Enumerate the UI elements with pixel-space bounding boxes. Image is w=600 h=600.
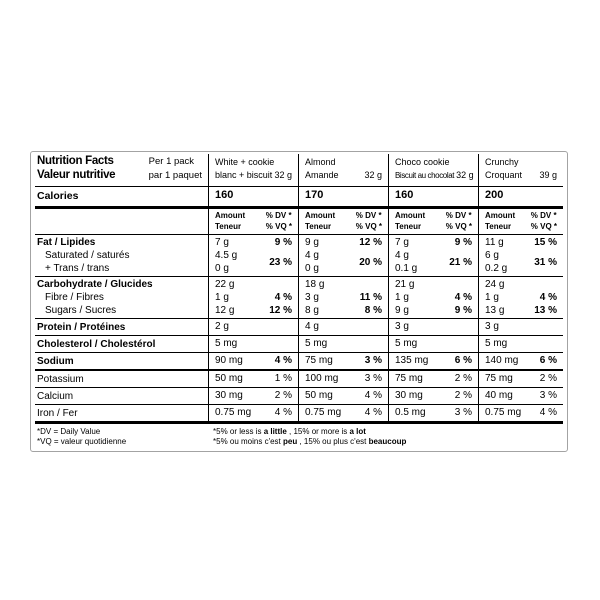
panel-title — [37, 155, 115, 182]
amount-value: 50 mg — [215, 373, 243, 384]
dv-percent: 2 % — [454, 373, 472, 384]
product-name-fr: blanc + biscuit — [215, 170, 273, 180]
amount-value: 0.1 g — [395, 263, 418, 274]
nutrient-value-cell — [388, 319, 478, 335]
nutrient-label: Iron / Fer — [37, 408, 78, 419]
dv-percent: 9 % — [454, 305, 472, 316]
amount-value: 1 g — [215, 292, 229, 303]
dv-percent — [409, 321, 472, 335]
footnote-bold: a lot — [349, 427, 366, 436]
footnote-text: *5% or less is — [213, 427, 264, 436]
dv-percent — [229, 321, 292, 335]
nutrient-label: Fibre / Fibres — [45, 292, 104, 303]
amount-value: 5 mg — [485, 338, 508, 349]
product-name-en: Crunchy — [485, 157, 519, 167]
amount-dv-header — [388, 209, 478, 234]
dv-percent: 4 % — [274, 355, 292, 366]
product-name-fr-line — [215, 169, 292, 182]
dv-header-label — [446, 211, 472, 234]
dv-header-label — [266, 211, 292, 234]
nutrient-label: Carbohydrate / Glucides — [37, 279, 153, 290]
amount-value: 0.5 mg — [395, 407, 426, 418]
footnote-bold: peu — [283, 437, 298, 446]
product-weight: 32 g — [364, 170, 382, 180]
amount-value: 0 g — [305, 263, 319, 274]
serving-size-fr: par 1 paquet — [148, 169, 202, 181]
nutrient-value-cell — [388, 236, 478, 276]
dv-percent — [237, 338, 292, 352]
dv-percent-values — [237, 236, 292, 276]
dv-header-en: % DV * — [445, 211, 472, 220]
serving-size — [149, 155, 202, 182]
dv-percent: 13 % — [534, 305, 557, 316]
amount-value: 3 g — [485, 321, 499, 332]
calories-label: Calories — [37, 190, 79, 202]
nutrient-row — [35, 371, 563, 387]
nutrient-label-cell — [35, 336, 208, 352]
dv-percent-values — [414, 278, 472, 318]
footnote-text: *5% ou moins c'est — [213, 437, 284, 446]
amount-value: 4.5 g — [215, 250, 238, 261]
amount-value: 50 mg — [305, 390, 333, 401]
footnote-text: , 15% ou plus c'est — [297, 437, 369, 446]
amount-value: 2 g — [215, 321, 229, 332]
amount-header-row — [35, 209, 563, 234]
amount-value: 0 g — [215, 263, 229, 274]
nutrient-value-cell — [478, 336, 563, 352]
amount-values — [395, 236, 417, 276]
dv-header-fr: % VQ * — [445, 221, 472, 231]
dv-header-en: % DV * — [355, 211, 382, 220]
nutrient-label-cell — [35, 278, 208, 318]
amount-value: 7 g — [215, 237, 229, 248]
nutrient-row — [35, 336, 563, 352]
amount-value: 24 g — [485, 279, 505, 290]
divider-rule — [35, 421, 563, 424]
amount-value: 140 mg — [485, 355, 519, 366]
product-weight: 32 g — [274, 170, 292, 180]
nutrient-value-cell — [208, 388, 298, 404]
amount-value: 75 mg — [305, 355, 333, 366]
nutrient-value-cell — [388, 405, 478, 421]
amount-values — [395, 278, 414, 318]
nutrient-value-cell — [478, 353, 563, 369]
nutrient-label: Protein / Protéines — [37, 322, 126, 333]
calories-row — [35, 187, 563, 206]
nutrient-value-cell — [478, 388, 563, 404]
nutrient-value-cell — [478, 371, 563, 387]
dv-percent: 4 % — [274, 292, 292, 303]
dv-percent: 9 % — [274, 237, 292, 248]
product-column-header — [208, 155, 298, 182]
footnote-bold: beaucoup — [368, 437, 407, 446]
nutrient-value-cell — [388, 388, 478, 404]
amount-value: 5 mg — [395, 338, 418, 349]
dv-percent: 8 % — [364, 305, 382, 316]
amount-value: 11 g — [485, 237, 504, 248]
amount-dv-header — [298, 209, 388, 234]
nutrient-label: Calcium — [37, 391, 74, 402]
nutrient-row — [35, 405, 563, 421]
nutrient-value-cell — [298, 388, 388, 404]
calories-value: 160 — [215, 189, 234, 201]
product-name-fr: Amande — [305, 170, 339, 180]
footnote-scale-fr — [213, 437, 563, 447]
amount-header-en: Amount — [395, 211, 426, 220]
dv-percent: 3 % — [364, 373, 382, 384]
nutrient-value-cell — [208, 405, 298, 421]
amount-value: 3 g — [395, 321, 409, 332]
nutrient-label: Saturated / saturés — [45, 250, 130, 261]
amount-header-label — [305, 211, 335, 234]
dv-percent: 11 % — [359, 292, 382, 303]
amount-value: 1 g — [485, 292, 499, 303]
product-name-fr-line — [395, 169, 472, 182]
nutrient-label: Cholesterol / Cholestérol — [37, 339, 156, 350]
nutrient-value-cell — [298, 405, 388, 421]
footnote-dv-en: *DV = Daily Value — [37, 427, 101, 436]
amount-values — [485, 278, 504, 318]
dv-header-label — [531, 211, 557, 234]
amount-value: 9 g — [305, 237, 319, 248]
dv-percent-values — [507, 236, 557, 276]
amount-value: 30 mg — [215, 390, 243, 401]
product-weight: 39 g — [539, 170, 557, 180]
amount-value: 9 g — [395, 305, 409, 316]
nutrient-value-cell — [208, 319, 298, 335]
nutrient-label: Fat / Lipides — [37, 237, 96, 248]
nutrient-value-cell — [208, 353, 298, 369]
product-name-fr-line — [485, 169, 557, 182]
calories-value: 200 — [485, 189, 504, 201]
amount-value: 22 g — [215, 279, 235, 290]
amount-values — [215, 236, 237, 276]
nutrition-table — [35, 154, 563, 424]
dv-percent — [234, 278, 292, 291]
column-divider — [388, 154, 389, 424]
amount-value: 4 g — [305, 321, 319, 332]
nutrient-label-cell — [35, 319, 208, 335]
amount-value: 40 mg — [485, 390, 513, 401]
nutrient-value-cell — [298, 371, 388, 387]
amount-value: 18 g — [305, 279, 325, 290]
dv-header-fr: % VQ * — [355, 221, 382, 231]
product-column-header — [478, 155, 563, 182]
amount-header-fr: Teneur — [305, 221, 332, 231]
amount-header-label — [395, 211, 425, 234]
nutrient-value-cell — [208, 371, 298, 387]
nutrient-label: Sugars / Sucres — [45, 305, 117, 316]
nutrient-rows — [35, 235, 563, 424]
dv-percent-values — [504, 278, 557, 318]
nutrient-value-cell — [208, 336, 298, 352]
amount-value: 6 g — [485, 250, 499, 261]
header-left-cell — [35, 155, 208, 182]
amount-value: 4 g — [395, 250, 409, 261]
amount-value: 75 mg — [395, 373, 423, 384]
nutrient-row — [35, 235, 563, 276]
nutrient-row — [35, 319, 563, 335]
nutrition-facts-panel — [30, 151, 568, 452]
dv-percent: 3 % — [454, 407, 472, 418]
nutrient-label: Sodium — [37, 356, 74, 367]
amount-values — [305, 278, 324, 318]
footnote-scale-en — [213, 427, 563, 437]
amount-value: 0.75 mg — [305, 407, 342, 418]
amount-value: 3 g — [305, 292, 319, 303]
amount-header-en: Amount — [485, 211, 516, 220]
nutrient-label-cell — [35, 371, 208, 387]
dv-percent — [327, 338, 382, 352]
nutrient-value-cell — [478, 278, 563, 318]
column-divider — [298, 154, 299, 424]
amount-value: 7 g — [395, 237, 409, 248]
product-weight: 32 g — [456, 170, 474, 180]
product-name-fr: Croquant — [485, 170, 523, 180]
amount-header-fr: Teneur — [395, 221, 422, 231]
amount-header-en: Amount — [305, 211, 336, 220]
dv-percent: 3 % — [539, 390, 557, 401]
header-row — [35, 154, 563, 186]
panel-title-fr: Valeur nutritive — [37, 168, 116, 181]
dv-percent: 6 % — [539, 355, 557, 366]
dv-percent: 12 % — [359, 237, 382, 248]
nutrient-value-cell — [298, 353, 388, 369]
dv-percent: 4 % — [454, 292, 472, 303]
dv-header-fr: % VQ * — [265, 221, 292, 231]
dv-percent: 9 % — [454, 237, 472, 248]
nutrient-label: + Trans / trans — [45, 263, 110, 274]
nutrient-row — [35, 353, 563, 369]
amount-value: 0.75 mg — [485, 407, 522, 418]
dv-percent — [324, 278, 382, 291]
dv-percent — [499, 321, 557, 335]
dv-percent — [507, 338, 557, 352]
dv-percent: 4 % — [539, 292, 557, 303]
footnote-vq-fr: *VQ = valeur quotidienne — [37, 437, 127, 446]
dv-percent: 3 % — [364, 355, 382, 366]
footnotes — [35, 427, 563, 447]
product-column-header — [388, 155, 478, 182]
amount-header-en: Amount — [215, 211, 246, 220]
dv-percent — [414, 278, 472, 291]
amount-value: 1 g — [395, 292, 409, 303]
nutrient-value-cell — [388, 371, 478, 387]
dv-header-en: % DV * — [265, 211, 292, 220]
amount-value: 100 mg — [305, 373, 339, 384]
amount-value: 30 mg — [395, 390, 423, 401]
column-divider — [478, 154, 479, 424]
amount-value: 75 mg — [485, 373, 513, 384]
nutrient-value-cell — [208, 236, 298, 276]
nutrient-label: Potassium — [37, 374, 84, 385]
product-name-fr-line — [305, 169, 382, 182]
dv-percent: 12 % — [269, 305, 292, 316]
dv-header-label — [356, 211, 382, 234]
nutrient-row — [35, 277, 563, 318]
dv-percent: 4 % — [539, 407, 557, 418]
amount-value: 21 g — [395, 279, 415, 290]
dv-percent: 4 % — [364, 407, 382, 418]
dv-percent-values — [324, 278, 382, 318]
dv-percent: 1 % — [274, 373, 292, 384]
serving-size-en: Per 1 pack — [148, 156, 195, 167]
dv-percent — [319, 321, 382, 335]
amount-value: 0.2 g — [485, 263, 508, 274]
nutrient-value-cell — [298, 236, 388, 276]
product-name-en: White + cookie — [215, 157, 275, 167]
nutrient-value-cell — [298, 319, 388, 335]
dv-percent: 6 % — [454, 355, 472, 366]
nutrient-value-cell — [388, 278, 478, 318]
nutrient-label-cell — [35, 353, 208, 369]
amount-value: 90 mg — [215, 355, 243, 366]
dv-percent: 4 % — [274, 407, 292, 418]
amount-header-label — [485, 211, 515, 234]
footnote-bold: a little — [263, 427, 287, 436]
dv-percent-values — [417, 236, 472, 276]
amount-dv-header — [208, 209, 298, 234]
amount-value: 4 g — [305, 250, 319, 261]
dv-percent: 4 % — [364, 390, 382, 401]
amount-header-fr: Teneur — [485, 221, 512, 231]
amount-value: 0.75 mg — [215, 407, 252, 418]
nutrient-value-cell — [208, 278, 298, 318]
amount-value: 8 g — [305, 305, 319, 316]
nutrient-value-cell — [298, 336, 388, 352]
calories-value: 160 — [395, 189, 414, 201]
amount-value: 13 g — [485, 305, 505, 316]
amount-header-spacer — [35, 209, 208, 234]
product-column-header — [298, 155, 388, 182]
amount-value: 5 mg — [305, 338, 328, 349]
nutrient-value-cell — [478, 319, 563, 335]
column-divider — [208, 154, 209, 424]
footnote-text: , 15% or more is — [286, 427, 350, 436]
calories-value: 170 — [305, 189, 324, 201]
amount-header-label — [215, 211, 245, 234]
dv-percent-values — [234, 278, 292, 318]
amount-header-fr: Teneur — [215, 221, 242, 231]
dv-percent: 31 % — [534, 256, 557, 268]
nutrient-value-cell — [298, 278, 388, 318]
dv-percent: 21 % — [449, 256, 472, 268]
nutrient-label-cell — [35, 236, 208, 276]
nutrient-value-cell — [478, 236, 563, 276]
nutrient-label-cell — [35, 388, 208, 404]
nutrient-value-cell — [478, 405, 563, 421]
product-name-en: Almond — [305, 157, 336, 167]
dv-header-en: % DV * — [530, 211, 557, 220]
dv-percent: 2 % — [539, 373, 557, 384]
dv-percent: 20 % — [359, 256, 382, 268]
amount-value: 12 g — [215, 305, 235, 316]
nutrient-row — [35, 388, 563, 404]
dv-percent: 2 % — [274, 390, 292, 401]
amount-value: 135 mg — [395, 355, 429, 366]
dv-percent: 23 % — [269, 256, 292, 268]
footnote-definitions — [35, 427, 213, 447]
dv-percent: 2 % — [454, 390, 472, 401]
amount-values — [305, 236, 319, 276]
amount-values — [215, 278, 234, 318]
nutrient-label-cell — [35, 405, 208, 421]
product-name-en: Choco cookie — [395, 157, 450, 167]
amount-values — [485, 236, 507, 276]
dv-percent-values — [319, 236, 382, 276]
amount-dv-header — [478, 209, 563, 234]
dv-header-fr: % VQ * — [530, 221, 557, 231]
product-name-fr: Biscuit au chocolat — [395, 171, 455, 180]
panel-title-en: Nutrition Facts — [37, 155, 114, 167]
dv-percent — [504, 278, 557, 291]
nutrient-value-cell — [388, 353, 478, 369]
amount-value: 5 mg — [215, 338, 238, 349]
nutrient-value-cell — [388, 336, 478, 352]
dv-percent — [417, 338, 472, 352]
footnote-scale — [213, 427, 563, 447]
dv-percent: 15 % — [534, 237, 557, 248]
